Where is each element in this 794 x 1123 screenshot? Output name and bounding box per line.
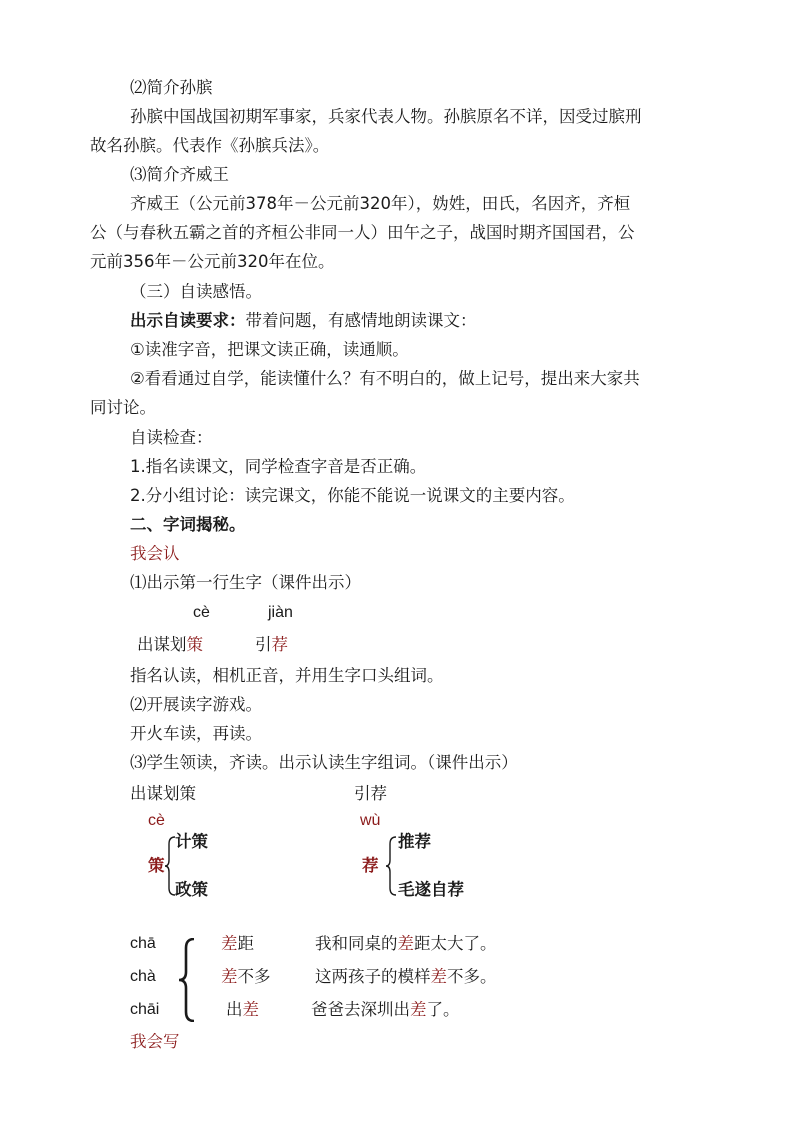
highlight-char: 差 xyxy=(242,1000,259,1019)
list-item: 1.指名读课文，同学检查字音是否正确。 xyxy=(130,457,427,476)
word-jice: 计策 xyxy=(175,832,208,851)
requirement-label: 出示自读要求： xyxy=(130,311,246,330)
word-maosuizijian: 毛遂自荐 xyxy=(398,880,464,899)
pinyin-left: cè xyxy=(148,812,165,829)
highlight-char: 策 xyxy=(186,635,203,654)
word-prefix: 出 xyxy=(226,1000,243,1019)
left-brace-icon xyxy=(385,836,397,896)
section-heading: 二、字词揭秘。 xyxy=(130,515,246,534)
paragraph-line: ⑶学生领读，齐读。出示认读生字组词。（课件出示） xyxy=(130,753,518,772)
word-prefix: 引 xyxy=(255,635,272,654)
subheading-recognize: 我会认 xyxy=(130,544,180,563)
pinyin-jian: jiàn xyxy=(268,604,293,621)
word-rest: 距 xyxy=(237,934,254,953)
highlight-char: 差 xyxy=(430,967,447,986)
paragraph-line: ⑵开展读字游戏。 xyxy=(130,695,262,714)
sentence-part: 不多。 xyxy=(447,967,497,986)
paragraph-line: 孙膑中国战国初期军事家，兵家代表人物。孙膑原名不详，因受过膑刑 xyxy=(130,107,642,126)
char-jian: 荐 xyxy=(362,856,379,875)
section-heading: （三）自读感悟。 xyxy=(130,282,262,301)
list-item: ②看看通过自学，能读懂什么？有不明白的，做上记号，提出来大家共 xyxy=(130,369,640,388)
subheading-self-check: 自读检查： xyxy=(130,428,213,447)
word-chabuduo xyxy=(221,966,271,988)
paragraph-line: 开火车读，再读。 xyxy=(130,724,262,743)
subheading-write: 我会写 xyxy=(130,1032,180,1051)
pinyin-cha1: chā xyxy=(130,935,156,952)
sentence-part: 爸爸去深圳出 xyxy=(311,1000,410,1019)
example-sentence xyxy=(315,966,497,988)
pinyin-right: wù xyxy=(360,812,381,829)
paragraph-line: 齐威王（公元前378年－公元前320年），妫姓，田氏，名因齐，齐桓 xyxy=(130,194,631,213)
word-chumouhuace xyxy=(137,634,203,656)
subheading-sun-bin: ⑵简介孙膑 xyxy=(130,78,213,97)
example-sentence xyxy=(311,999,460,1021)
highlight-char: 差 xyxy=(410,1000,427,1019)
list-item: ①读准字音，把课文读正确，读通顺。 xyxy=(130,340,409,359)
subheading-qi-weiwang: ⑶简介齐威王 xyxy=(130,165,229,184)
pinyin-chai1: chāi xyxy=(130,1001,160,1018)
group-title-right: 引荐 xyxy=(354,784,387,803)
group-title-left: 出谋划策 xyxy=(130,784,196,803)
example-sentence xyxy=(315,933,497,955)
sentence-part: 我和同桌的 xyxy=(315,934,398,953)
word-tuijian: 推荐 xyxy=(398,832,431,851)
word-yinjian xyxy=(255,634,288,656)
paragraph-line: 公（与春秋五霸之首的齐桓公非同一人）田午之子，战国时期齐国国君，公 xyxy=(90,223,635,242)
pinyin-cha4: chà xyxy=(130,968,156,985)
pinyin-ce: cè xyxy=(193,604,210,621)
word-rest: 不多 xyxy=(237,967,271,986)
left-brace-icon xyxy=(164,836,176,896)
word-chaju xyxy=(221,933,254,955)
paragraph-line: 故名孙膑。代表作《孙膑兵法》。 xyxy=(90,136,330,155)
list-item: 2.分小组讨论：读完课文，你能不能说一说课文的主要内容。 xyxy=(130,486,575,505)
big-brace-icon xyxy=(177,938,195,1022)
paragraph-line: ⑴出示第一行生字（课件出示） xyxy=(130,573,361,592)
sentence-part: 这两孩子的模样 xyxy=(315,967,431,986)
highlight-char: 荐 xyxy=(271,635,288,654)
requirement-text: 带着问题，有感情地朗读课文： xyxy=(245,311,477,330)
word-prefix: 出谋划 xyxy=(137,635,187,654)
word-chuchai xyxy=(226,999,259,1021)
sentence-part: 了。 xyxy=(426,1000,460,1019)
highlight-char: 差 xyxy=(397,934,414,953)
highlight-char: 差 xyxy=(221,967,238,986)
word-zhengce: 政策 xyxy=(175,880,208,899)
paragraph-line: 元前356年－公元前320年在位。 xyxy=(90,252,335,271)
highlight-char: 差 xyxy=(221,934,238,953)
reading-requirement xyxy=(130,310,477,332)
char-ce: 策 xyxy=(148,856,165,875)
sentence-part: 距太大了。 xyxy=(414,934,497,953)
paragraph-line: 同讨论。 xyxy=(90,398,156,417)
paragraph-line: 指名认读，相机正音，并用生字口头组词。 xyxy=(130,666,444,685)
